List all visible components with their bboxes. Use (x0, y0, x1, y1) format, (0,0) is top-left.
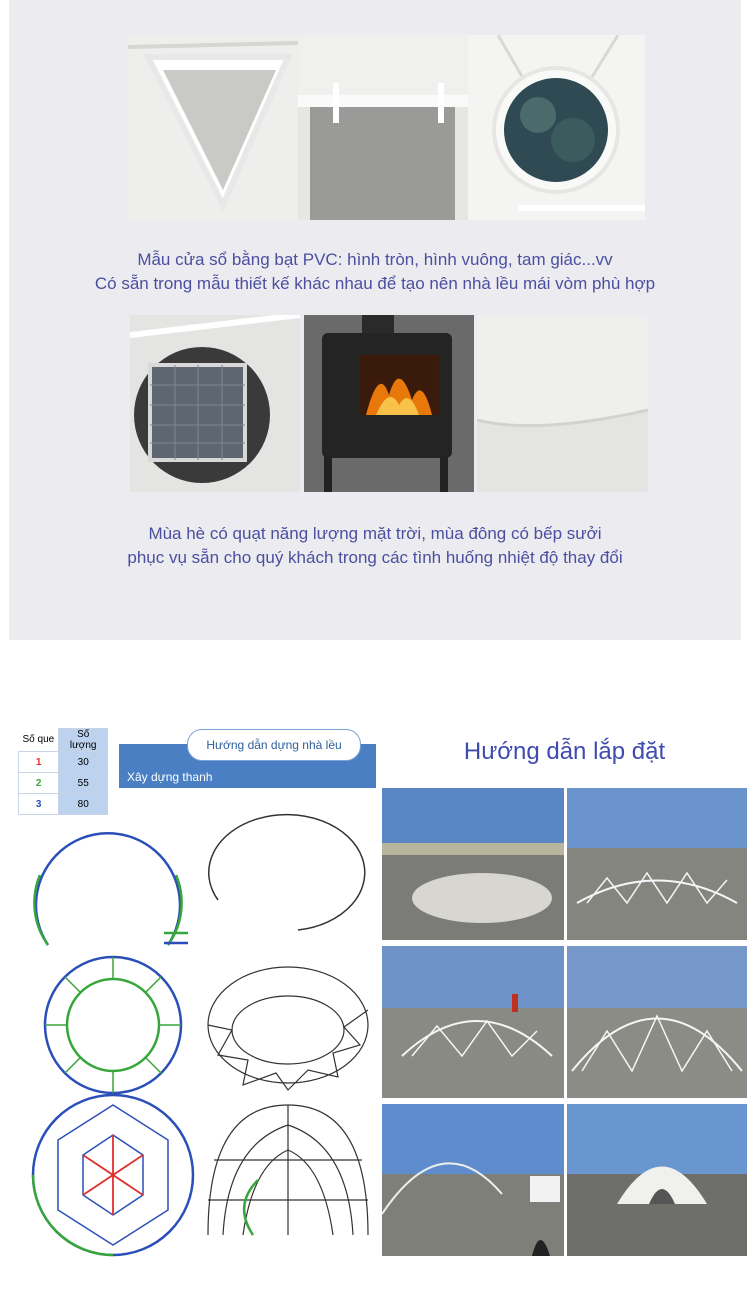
wood-stove-photo (304, 315, 474, 492)
installation-title: Hướng dẫn lắp đặt (463, 738, 666, 765)
rod-number: 2 (19, 773, 59, 794)
rod-quantity-table (18, 728, 108, 815)
rod-header: Số que (22, 734, 55, 746)
table-row (19, 773, 108, 794)
install-photo-4 (567, 946, 747, 1098)
table-row (19, 752, 108, 773)
rod-quantity: 55 (59, 773, 108, 794)
solar-fan-photo (130, 315, 300, 492)
rod-number: 1 (19, 752, 59, 773)
season-caption (0, 522, 750, 570)
window-caption-line-2: Có sẵn trong mẫu thiết kế khác nhau để tạo nên nhà lều mái vòm phù hợp (94, 274, 656, 293)
build-rods-label: Xây dựng thanh (127, 770, 213, 784)
rod-number: 3 (19, 794, 59, 815)
rod-quantity: 80 (59, 794, 108, 815)
install-photo-3 (382, 946, 564, 1098)
season-caption-line-2: phục vụ sẵn cho quý khách trong các tình huống nhiệt độ thay đổi (127, 548, 623, 567)
triangle-window-photo (128, 35, 298, 220)
window-caption-line-1: Mẫu cửa sổ bằng bạt PVC: hình tròn, hình vuông, tam giác...vv (137, 250, 613, 269)
dome-assembly-diagram (18, 805, 378, 1275)
season-caption-line-1: Mùa hè có quạt năng lượng mặt trời, mùa đông có bếp sưởi (148, 524, 602, 543)
install-photo-1 (382, 788, 564, 940)
quantity-header: Số lượng (59, 729, 108, 752)
round-window-photo (468, 35, 645, 220)
square-window-photo (298, 35, 468, 220)
setup-guide-label: Hướng dẫn dựng nhà lều (187, 729, 361, 761)
rod-quantity: 30 (59, 752, 108, 773)
window-caption (0, 248, 750, 296)
install-photo-6 (567, 1104, 747, 1256)
install-photo-5 (382, 1104, 564, 1256)
fabric-texture-photo (477, 315, 648, 492)
install-photo-2 (567, 788, 747, 940)
